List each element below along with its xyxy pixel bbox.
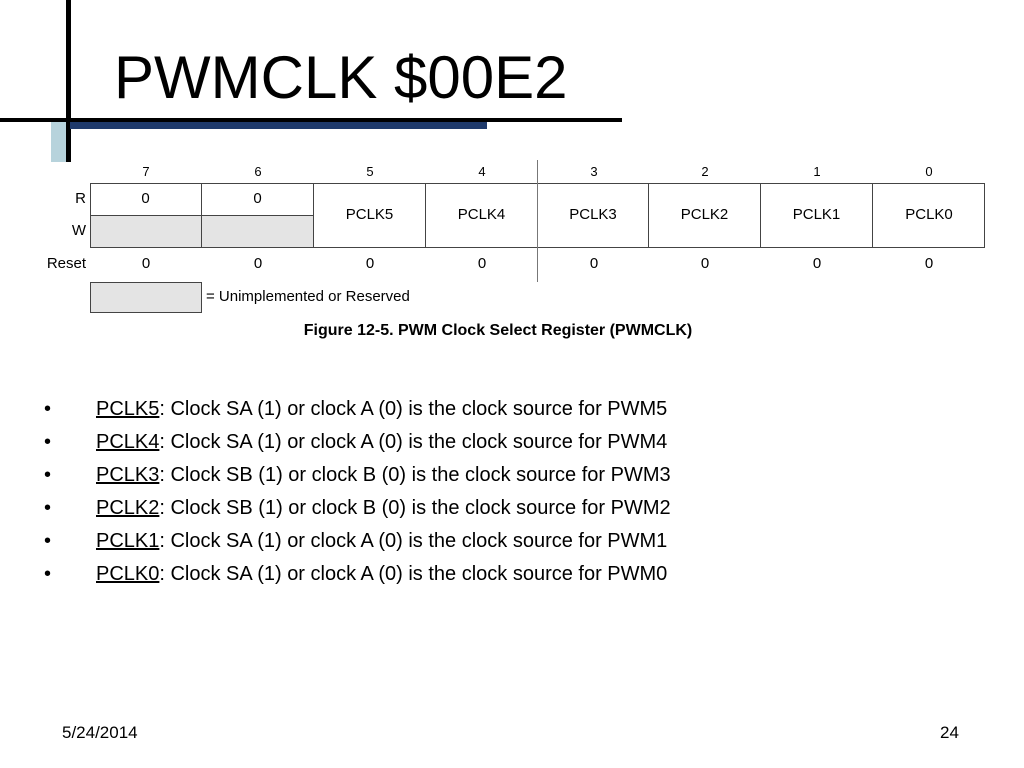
reset-value: 0 [141,255,151,272]
bullet-term: PCLK4 [96,431,160,453]
legend-label: = Unimplemented or Reserved [206,288,410,305]
bullet-text [96,530,667,553]
bullet-description: : Clock SA (1) or clock A (0) is the clock source for PWM4 [159,431,668,453]
bullet-text [96,464,671,487]
bit-number: 1 [813,164,821,179]
bullet-text [96,398,667,421]
slide-title: PWMCLK $00E2 [114,44,568,111]
bit-number: 5 [366,164,374,179]
bit-number: 0 [925,164,933,179]
reset-value: 0 [253,255,263,272]
read-cell-bit6: 0 [202,183,314,216]
reset-value: 0 [477,255,487,272]
field-pclk4: PCLK4 [426,183,538,248]
bit-number: 2 [701,164,709,179]
bullet-text [96,497,671,520]
accent-bar [70,122,487,129]
field-pclk1: PCLK1 [761,183,873,248]
bullet-term: PCLK2 [96,497,160,519]
bullet-description: : Clock SA (1) or clock A (0) is the clock source for PWM5 [159,398,668,420]
bit-number: 6 [254,164,262,179]
bullet-description: : Clock SB (1) or clock B (0) is the clock source for PWM3 [159,464,671,486]
bullet-glyph: • [44,431,52,453]
field-pclk0: PCLK0 [905,206,953,223]
title-vertical-rule [66,0,71,162]
row-label-write: W [71,222,86,239]
field-pclk5: PCLK5 [314,183,426,248]
bullet-description: : Clock SA (1) or clock A (0) is the clock source for PWM1 [159,530,668,552]
bullet-glyph: • [44,398,52,420]
reset-value: 0 [589,255,599,272]
bullet-text [96,431,667,454]
bullet-term: PCLK1 [96,530,160,552]
write-cell-bit6-reserved [202,216,314,247]
row-label-read: R [75,190,86,207]
accent-block [51,122,66,162]
legend-swatch [90,282,202,313]
reset-value: 0 [924,255,934,272]
field-pclk3: PCLK3 [538,183,649,248]
reset-value: 0 [812,255,822,272]
bullet-description: : Clock SB (1) or clock B (0) is the clock source for PWM2 [159,497,671,519]
bullet-glyph: • [44,530,52,552]
reset-value: 0 [700,255,710,272]
bit-number: 7 [142,164,150,179]
reset-value: 0 [365,255,375,272]
bullet-description: : Clock SA (1) or clock A (0) is the clock source for PWM0 [159,563,668,585]
footer-date: 5/24/2014 [62,723,138,742]
bullet-term: PCLK3 [96,464,160,486]
bullet-glyph: • [44,497,52,519]
row-label-reset: Reset [46,255,86,272]
bullet-term: PCLK0 [96,563,160,585]
bit-number: 4 [478,164,486,179]
read-cell-bit7: 0 [90,183,202,216]
bullet-glyph: • [44,464,52,486]
bit-number: 3 [590,164,598,179]
figure-caption: Figure 12-5. PWM Clock Select Register (PWMCLK) [303,322,693,339]
bullet-text [96,563,667,586]
page-number: 24 [940,723,959,742]
bullet-term: PCLK5 [96,398,160,420]
field-pclk2: PCLK2 [649,183,761,248]
write-cell-bit7-reserved [91,216,202,247]
bullet-glyph: • [44,563,52,585]
